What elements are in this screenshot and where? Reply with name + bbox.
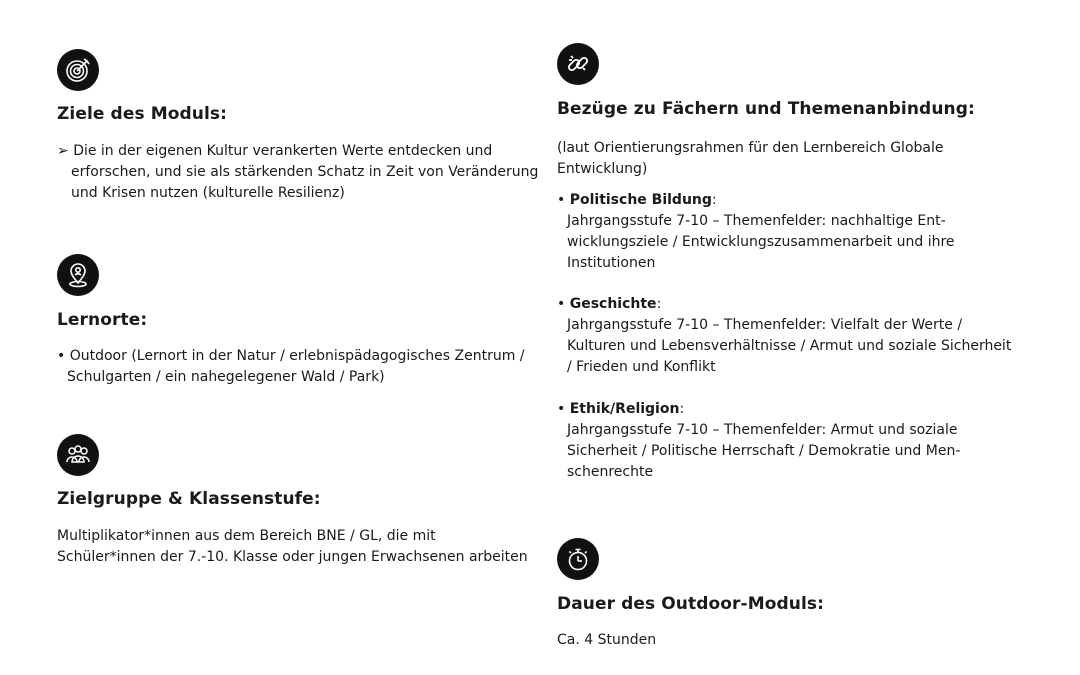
subjects-heading: Bezüge zu Fächern und Themenanbindung:	[557, 99, 975, 119]
subject-label: Politische Bildung	[569, 192, 712, 208]
dot-bullet: •	[57, 348, 66, 364]
subject-body: Jahrgangsstufe 7-10 – Themenfelder: nachhaltige Ent-wicklungsziele / Entwicklungszusammenarbeit und ihre Institutionen	[567, 213, 955, 271]
location-pin-icon	[57, 254, 99, 296]
subject-body: Jahrgangsstufe 7-10 – Themenfelder: Vielfalt der Werte / Kulturen und Lebensverhältnisse / Armut und soziale Sicherheit / Frieden und Konflikt	[567, 317, 1012, 375]
stopwatch-icon	[557, 538, 599, 580]
goals-item-text: Die in der eigenen Kultur verankerten Werte entdecken und erforschen, und sie als stärkenden Schatz in Zeit von Veränderung und Krisen nutzen (kulturelle Resilienz)	[71, 143, 539, 201]
places-heading: Lernorte:	[57, 310, 148, 330]
target-icon	[57, 49, 99, 91]
arrow-bullet: ➢	[57, 143, 69, 159]
duration-heading: Dauer des Outdoor-Moduls:	[557, 594, 825, 614]
subject-item	[557, 399, 1027, 483]
dot-bullet: •	[557, 401, 566, 417]
audience-heading: Zielgruppe & Klassenstufe:	[57, 489, 321, 509]
goals-heading: Ziele des Moduls:	[57, 104, 228, 124]
subject-colon: :	[656, 296, 662, 312]
subject-body: Jahrgangsstufe 7-10 – Themenfelder: Armut und soziale Sicherheit / Politische Herrschaft / Demokratie und Men-schenrechte	[567, 422, 961, 480]
places-item	[57, 346, 547, 388]
duration-text: Ca. 4 Stunden	[557, 632, 657, 648]
subject-item	[557, 294, 1017, 378]
group-icon	[57, 434, 99, 476]
goals-item	[57, 141, 551, 204]
subject-label: Geschichte	[569, 296, 657, 312]
audience-text: Multiplikator*innen aus dem Bereich BNE / GL, die mit Schüler*innen der 7.-10. Klasse oder jungen Erwachsenen arbeiten	[57, 528, 528, 565]
subject-item	[557, 190, 1017, 274]
subject-colon: :	[679, 401, 685, 417]
subject-colon: :	[711, 192, 717, 208]
dot-bullet: •	[557, 296, 566, 312]
link-icon	[557, 43, 599, 85]
subject-label: Ethik/Religion	[569, 401, 680, 417]
places-item-text: Outdoor (Lernort in der Natur / erlebnispädagogisches Zentrum / Schulgarten / ein nahegelegener Wald / Park)	[67, 348, 525, 385]
dot-bullet: •	[557, 192, 566, 208]
subjects-intro: (laut Orientierungsrahmen für den Lernbereich Globale Entwicklung)	[557, 140, 944, 177]
